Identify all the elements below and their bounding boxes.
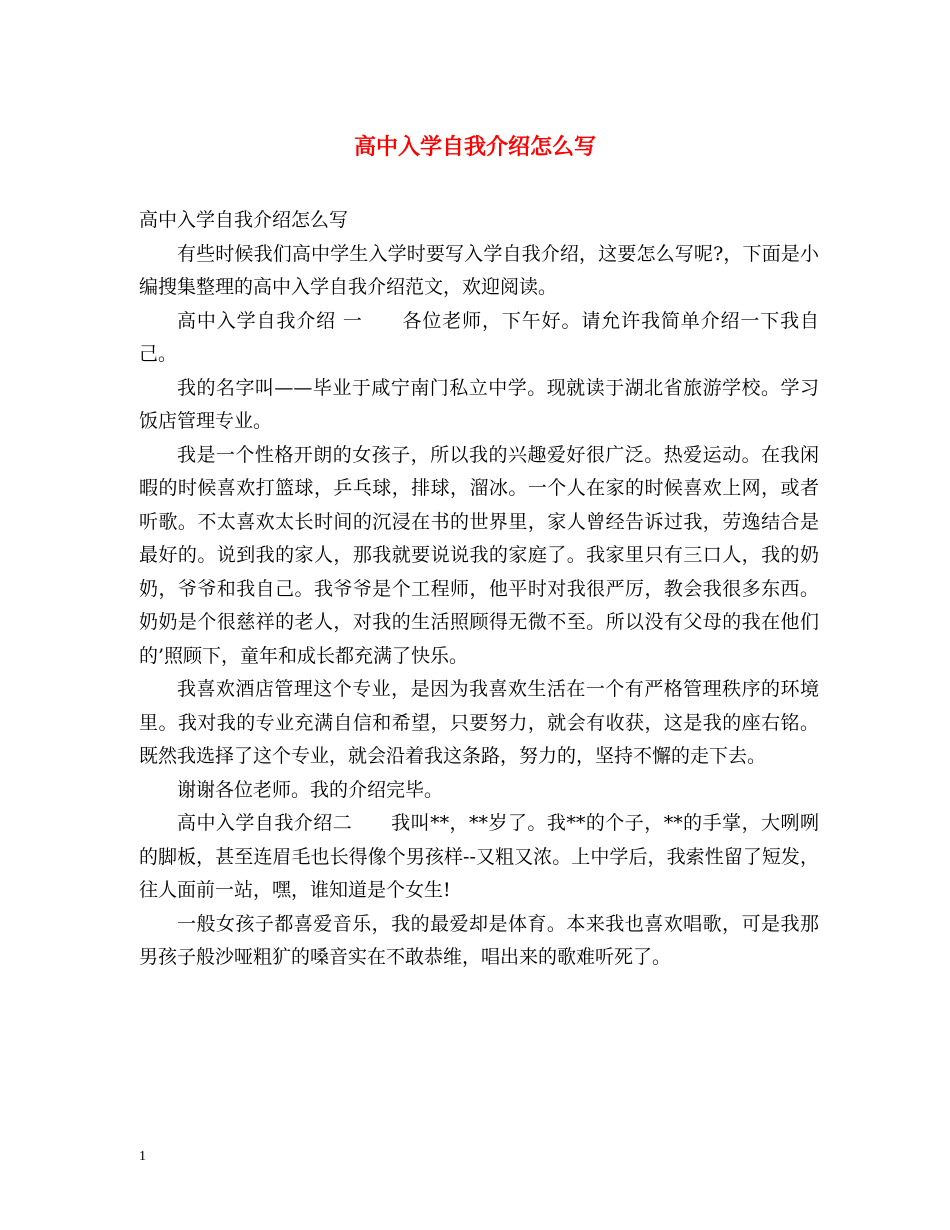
paragraph: 谢谢各位老师。我的介绍完毕。 xyxy=(177,778,444,801)
document-body xyxy=(139,204,819,975)
paragraph: 我是一个性格开朗的女孩子，所以我的兴趣爱好很广泛。热爱运动。在我闲暇的时候喜欢打篮球，乒乓球，排球，溜冰。一个人在家的时候喜欢上网，或者听歌。不太喜欢太长时间的沉浸在书的世界里，家人曾经告诉过我，劳逸结合是最好的。说到我的家人，那我就要说说我的家庭了。我家里只有三口人，我的奶奶，爷爷和我自己。我爷爷是个工程师，他平时对我很严厉，教会我很多东西。奶奶是个很慈祥的老人，对我的生活照顾得无微不至。所以没有父母的我在他们的’照顾下，童年和成长都充满了快乐。 xyxy=(139,443,819,667)
paragraph: 有些时候我们高中学生入学时要写入学自我介绍，这要怎么写呢?，下面是小编搜集整理的高中入学自我介绍范文，欢迎阅读。 xyxy=(139,242,819,298)
paragraph: 一般女孩子都喜爱音乐，我的最爱却是体育。本来我也喜欢唱歌，可是我那男孩子般沙哑粗犷的嗓音实在不敢恭维，唱出来的歌难听死了。 xyxy=(139,912,819,968)
document-title: 高中入学自我介绍怎么写 xyxy=(353,134,596,160)
paragraph: 我的名字叫——毕业于咸宁南门私立中学。现就读于湖北省旅游学校。学习饭店管理专业。 xyxy=(139,376,819,432)
paragraph: 高中入学自我介绍 一 各位老师，下午好。请允许我简单介绍一下我自己。 xyxy=(139,309,819,365)
paragraph: 高中入学自我介绍怎么写 xyxy=(139,209,349,231)
page-number: 1 xyxy=(139,1149,146,1164)
paragraph: 高中入学自我介绍二 我叫**，**岁了。我**的个子，**的手掌，大咧咧的脚板，甚至连眉毛也长得像个男孩样--又粗又浓。上中学后，我索性留了短发，往人面前一站，嘿，谁知道是个女生! xyxy=(139,812,819,901)
paragraph: 我喜欢酒店管理这个专业，是因为我喜欢生活在一个有严格管理秩序的环境里。我对我的专业充满自信和希望，只要努力，就会有收获，这是我的座右铭。既然我选择了这个专业，就会沿着我这条路，努力的，坚持不懈的走下去。 xyxy=(139,678,819,767)
